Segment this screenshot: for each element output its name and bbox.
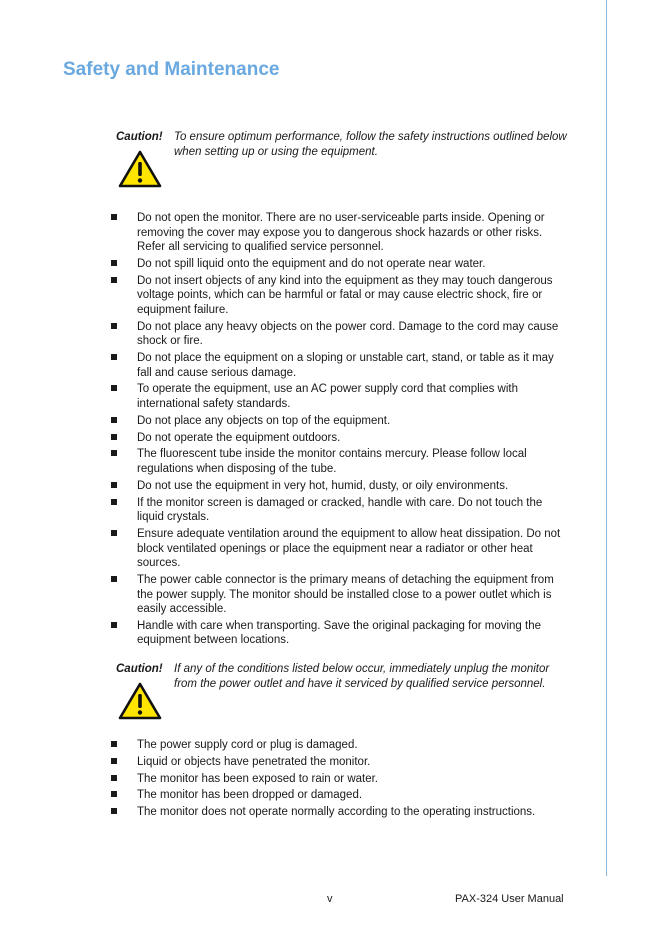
list-item: If the monitor screen is damaged or cracked, handle with care. Do not touch the liquid crystals. xyxy=(110,496,570,525)
margin-rule xyxy=(606,0,607,876)
bullet-icon xyxy=(111,808,117,814)
bullet-icon xyxy=(111,576,117,582)
caution-label: Caution! xyxy=(116,131,163,143)
unplug-conditions-list xyxy=(110,738,570,822)
bullet-icon xyxy=(111,530,117,536)
bullet-icon xyxy=(111,450,117,456)
bullet-icon xyxy=(111,775,117,781)
bullet-icon xyxy=(111,214,117,220)
bullet-icon xyxy=(111,622,117,628)
safety-list xyxy=(110,211,570,650)
list-item: Do not insert objects of any kind into the equipment as they may touch dangerous voltage points, which can be harmful or fatal or may cause electric shock, fire or equipment failure. xyxy=(110,274,570,318)
list-item: Liquid or objects have penetrated the monitor. xyxy=(110,755,570,770)
list-item: The monitor does not operate normally according to the operating instructions. xyxy=(110,805,570,820)
bullet-icon xyxy=(111,323,117,329)
list-item: Do not place the equipment on a sloping or unstable cart, stand, or table as it may fall and cause serious damage. xyxy=(110,351,570,380)
caution-text: To ensure optimum performance, follow the safety instructions outlined below when setting up or using the equipment. xyxy=(174,131,567,158)
bullet-icon xyxy=(111,354,117,360)
list-item: Do not open the monitor. There are no user-serviceable parts inside. Opening or removing the cover may expose you to dangerous shock hazards or other risks. Refer all servicing to qualified service personnel. xyxy=(110,211,570,255)
bullet-icon xyxy=(111,758,117,764)
list-item: Handle with care when transporting. Save the original packaging for moving the equipment between locations. xyxy=(110,619,570,648)
bullet-icon xyxy=(111,434,117,440)
list-item: Do not operate the equipment outdoors. xyxy=(110,431,570,446)
list-item: The monitor has been exposed to rain or water. xyxy=(110,772,570,787)
list-item: The power cable connector is the primary means of detaching the equipment from the power supply. The monitor should be installed close to a power outlet which is easily accessible. xyxy=(110,573,570,617)
list-item: The fluorescent tube inside the monitor contains mercury. Please follow local regulations when disposing of the tube. xyxy=(110,447,570,476)
caution-label: Caution! xyxy=(116,663,163,675)
warning-triangle-icon xyxy=(118,150,162,188)
list-item: Do not place any objects on top of the equipment. xyxy=(110,414,570,429)
list-item: The power supply cord or plug is damaged. xyxy=(110,738,570,753)
list-item: Do not place any heavy objects on the power cord. Damage to the cord may cause shock or fire. xyxy=(110,320,570,349)
list-item: Ensure adequate ventilation around the equipment to allow heat dissipation. Do not block ventilated openings or place the equipment near a radiator or other heat sources. xyxy=(110,527,570,571)
warning-triangle-icon xyxy=(118,682,162,720)
caution-text: If any of the conditions listed below occur, immediately unplug the monitor from the power outlet and have it serviced by qualified service personnel. xyxy=(174,663,550,690)
manual-name: PAX-324 User Manual xyxy=(455,893,564,905)
bullet-icon xyxy=(111,385,117,391)
bullet-icon xyxy=(111,499,117,505)
caution-block-2 xyxy=(110,662,570,722)
page-number: v xyxy=(327,893,333,905)
list-item: The monitor has been dropped or damaged. xyxy=(110,788,570,803)
bullet-icon xyxy=(111,277,117,283)
page-title: Safety and Maintenance xyxy=(63,59,280,80)
list-item: Do not use the equipment in very hot, humid, dusty, or oily environments. xyxy=(110,479,570,494)
bullet-icon xyxy=(111,260,117,266)
bullet-icon xyxy=(111,482,117,488)
bullet-icon xyxy=(111,417,117,423)
caution-block-1 xyxy=(110,130,570,190)
bullet-icon xyxy=(111,791,117,797)
bullet-icon xyxy=(111,741,117,747)
list-item: To operate the equipment, use an AC power supply cord that complies with international safety standards. xyxy=(110,382,570,411)
list-item: Do not spill liquid onto the equipment and do not operate near water. xyxy=(110,257,570,272)
